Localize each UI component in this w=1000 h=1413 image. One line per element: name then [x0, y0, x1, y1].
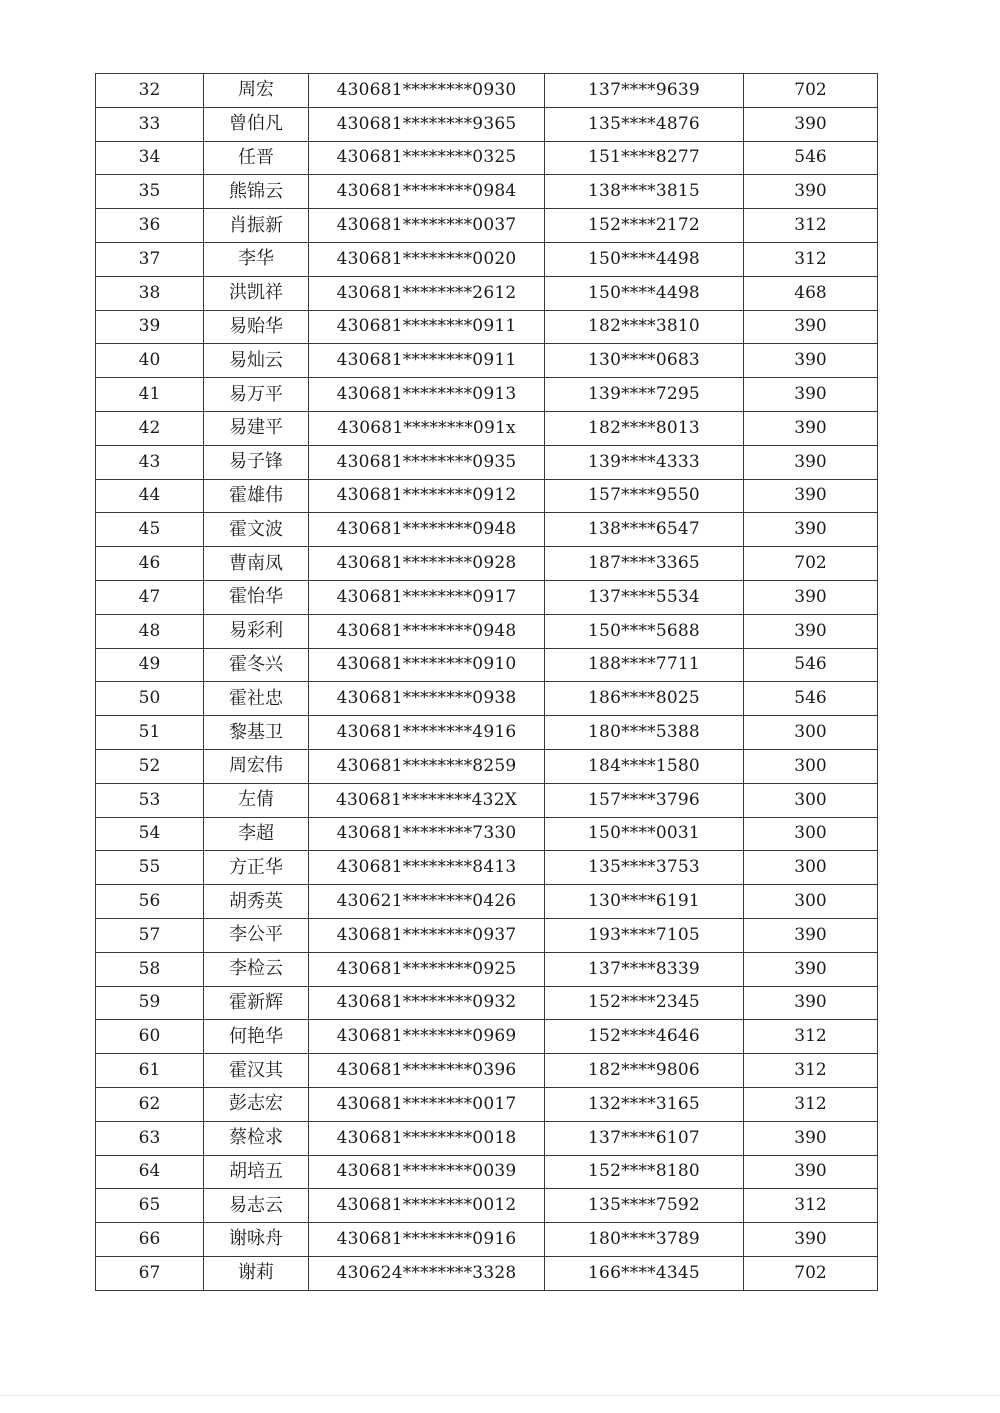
phone-number-cell: 150****4498	[545, 242, 744, 276]
person-name-cell: 霍雄伟	[204, 479, 309, 513]
person-name-cell: 方正华	[204, 851, 309, 885]
person-name-cell: 霍怡华	[204, 580, 309, 614]
amount-cell: 390	[744, 952, 878, 986]
person-name-cell: 霍汉其	[204, 1054, 309, 1088]
id-number-cell: 430681********7330	[309, 817, 545, 851]
row-number-cell: 45	[96, 513, 204, 547]
phone-number-cell: 139****7295	[545, 378, 744, 412]
row-number-cell: 64	[96, 1155, 204, 1189]
row-number-cell: 46	[96, 547, 204, 581]
row-number-cell: 63	[96, 1121, 204, 1155]
row-number-cell: 41	[96, 378, 204, 412]
row-number-cell: 67	[96, 1256, 204, 1290]
row-number-cell: 60	[96, 1020, 204, 1054]
phone-number-cell: 180****5388	[545, 716, 744, 750]
phone-number-cell: 187****3365	[545, 547, 744, 581]
table-row	[96, 614, 878, 648]
row-number-cell: 58	[96, 952, 204, 986]
id-number-cell: 430681********0948	[309, 513, 545, 547]
table-row	[96, 1189, 878, 1223]
id-number-cell: 430681********0039	[309, 1155, 545, 1189]
person-name-cell: 易子锋	[204, 445, 309, 479]
table-row	[96, 682, 878, 716]
row-number-cell: 37	[96, 242, 204, 276]
table-row	[96, 74, 878, 108]
phone-number-cell: 186****8025	[545, 682, 744, 716]
person-name-cell: 曹南凤	[204, 547, 309, 581]
person-name-cell: 李公平	[204, 918, 309, 952]
phone-number-cell: 180****3789	[545, 1223, 744, 1257]
id-number-cell: 430681********0911	[309, 310, 545, 344]
roster-table-body	[96, 74, 878, 1291]
person-name-cell: 易万平	[204, 378, 309, 412]
id-number-cell: 430681********0017	[309, 1087, 545, 1121]
id-number-cell: 430681********0012	[309, 1189, 545, 1223]
phone-number-cell: 137****9639	[545, 74, 744, 108]
id-number-cell: 430681********0396	[309, 1054, 545, 1088]
person-name-cell: 曾伯凡	[204, 107, 309, 141]
id-number-cell: 430681********2612	[309, 276, 545, 310]
amount-cell: 390	[744, 1155, 878, 1189]
table-row	[96, 1087, 878, 1121]
row-number-cell: 52	[96, 749, 204, 783]
table-row	[96, 749, 878, 783]
row-number-cell: 44	[96, 479, 204, 513]
phone-number-cell: 139****4333	[545, 445, 744, 479]
phone-number-cell: 152****4646	[545, 1020, 744, 1054]
person-name-cell: 易贻华	[204, 310, 309, 344]
id-number-cell: 430681********0913	[309, 378, 545, 412]
id-number-cell: 430681********8259	[309, 749, 545, 783]
row-number-cell: 42	[96, 411, 204, 445]
amount-cell: 390	[744, 580, 878, 614]
phone-number-cell: 135****3753	[545, 851, 744, 885]
id-number-cell: 430681********0928	[309, 547, 545, 581]
row-number-cell: 53	[96, 783, 204, 817]
table-row	[96, 885, 878, 919]
row-number-cell: 35	[96, 175, 204, 209]
row-number-cell: 34	[96, 141, 204, 175]
phone-number-cell: 138****3815	[545, 175, 744, 209]
amount-cell: 312	[744, 1087, 878, 1121]
amount-cell: 312	[744, 209, 878, 243]
table-row	[96, 952, 878, 986]
table-row	[96, 817, 878, 851]
row-number-cell: 40	[96, 344, 204, 378]
phone-number-cell: 130****0683	[545, 344, 744, 378]
person-name-cell: 李华	[204, 242, 309, 276]
roster-table	[95, 73, 878, 1291]
phone-number-cell: 137****5534	[545, 580, 744, 614]
amount-cell: 390	[744, 310, 878, 344]
person-name-cell: 谢咏舟	[204, 1223, 309, 1257]
person-name-cell: 霍冬兴	[204, 648, 309, 682]
phone-number-cell: 193****7105	[545, 918, 744, 952]
id-number-cell: 430681********0937	[309, 918, 545, 952]
person-name-cell: 胡秀英	[204, 885, 309, 919]
phone-number-cell: 150****0031	[545, 817, 744, 851]
person-name-cell: 易志云	[204, 1189, 309, 1223]
row-number-cell: 66	[96, 1223, 204, 1257]
person-name-cell: 任晋	[204, 141, 309, 175]
table-row	[96, 918, 878, 952]
id-number-cell: 430681********0930	[309, 74, 545, 108]
table-row	[96, 1256, 878, 1290]
row-number-cell: 62	[96, 1087, 204, 1121]
phone-number-cell: 157****9550	[545, 479, 744, 513]
amount-cell: 390	[744, 378, 878, 412]
phone-number-cell: 157****3796	[545, 783, 744, 817]
table-row	[96, 378, 878, 412]
amount-cell: 300	[744, 885, 878, 919]
person-name-cell: 李超	[204, 817, 309, 851]
table-row	[96, 716, 878, 750]
amount-cell: 702	[744, 74, 878, 108]
id-number-cell: 430681********0020	[309, 242, 545, 276]
row-number-cell: 61	[96, 1054, 204, 1088]
person-name-cell: 易建平	[204, 411, 309, 445]
amount-cell: 390	[744, 513, 878, 547]
id-number-cell: 430681********0912	[309, 479, 545, 513]
phone-number-cell: 150****5688	[545, 614, 744, 648]
amount-cell: 390	[744, 411, 878, 445]
id-number-cell: 430681********0910	[309, 648, 545, 682]
table-row	[96, 310, 878, 344]
phone-number-cell: 152****8180	[545, 1155, 744, 1189]
row-number-cell: 43	[96, 445, 204, 479]
phone-number-cell: 135****7592	[545, 1189, 744, 1223]
id-number-cell: 430681********0325	[309, 141, 545, 175]
table-row	[96, 344, 878, 378]
id-number-cell: 430681********0917	[309, 580, 545, 614]
id-number-cell: 430681********0932	[309, 986, 545, 1020]
amount-cell: 390	[744, 614, 878, 648]
id-number-cell: 430681********0916	[309, 1223, 545, 1257]
row-number-cell: 65	[96, 1189, 204, 1223]
amount-cell: 390	[744, 344, 878, 378]
row-number-cell: 54	[96, 817, 204, 851]
table-row	[96, 175, 878, 209]
person-name-cell: 谢莉	[204, 1256, 309, 1290]
person-name-cell: 周宏伟	[204, 749, 309, 783]
table-row	[96, 513, 878, 547]
phone-number-cell: 182****8013	[545, 411, 744, 445]
table-row	[96, 580, 878, 614]
id-number-cell: 430681********0969	[309, 1020, 545, 1054]
amount-cell: 546	[744, 648, 878, 682]
amount-cell: 312	[744, 242, 878, 276]
table-row	[96, 479, 878, 513]
table-row	[96, 648, 878, 682]
id-number-cell: 430681********0925	[309, 952, 545, 986]
id-number-cell: 430681********0935	[309, 445, 545, 479]
row-number-cell: 33	[96, 107, 204, 141]
id-number-cell: 430681********4916	[309, 716, 545, 750]
amount-cell: 390	[744, 175, 878, 209]
row-number-cell: 49	[96, 648, 204, 682]
person-name-cell: 易灿云	[204, 344, 309, 378]
person-name-cell: 何艳华	[204, 1020, 309, 1054]
table-row	[96, 1155, 878, 1189]
amount-cell: 390	[744, 1121, 878, 1155]
person-name-cell: 易彩利	[204, 614, 309, 648]
table-row	[96, 107, 878, 141]
amount-cell: 300	[744, 783, 878, 817]
phone-number-cell: 138****6547	[545, 513, 744, 547]
amount-cell: 300	[744, 749, 878, 783]
table-row	[96, 209, 878, 243]
amount-cell: 702	[744, 1256, 878, 1290]
person-name-cell: 彭志宏	[204, 1087, 309, 1121]
phone-number-cell: 152****2345	[545, 986, 744, 1020]
row-number-cell: 56	[96, 885, 204, 919]
person-name-cell: 周宏	[204, 74, 309, 108]
amount-cell: 312	[744, 1054, 878, 1088]
amount-cell: 300	[744, 817, 878, 851]
id-number-cell: 430681********0984	[309, 175, 545, 209]
person-name-cell: 熊锦云	[204, 175, 309, 209]
table-row	[96, 141, 878, 175]
id-number-cell: 430681********0938	[309, 682, 545, 716]
page-bottom-rule	[0, 1395, 1000, 1396]
amount-cell: 702	[744, 547, 878, 581]
row-number-cell: 50	[96, 682, 204, 716]
row-number-cell: 36	[96, 209, 204, 243]
table-row	[96, 986, 878, 1020]
row-number-cell: 59	[96, 986, 204, 1020]
phone-number-cell: 182****3810	[545, 310, 744, 344]
table-row	[96, 411, 878, 445]
amount-cell: 300	[744, 851, 878, 885]
phone-number-cell: 137****6107	[545, 1121, 744, 1155]
phone-number-cell: 130****6191	[545, 885, 744, 919]
amount-cell: 390	[744, 918, 878, 952]
row-number-cell: 51	[96, 716, 204, 750]
row-number-cell: 47	[96, 580, 204, 614]
person-name-cell: 左倩	[204, 783, 309, 817]
row-number-cell: 39	[96, 310, 204, 344]
person-name-cell: 霍文波	[204, 513, 309, 547]
id-number-cell: 430681********8413	[309, 851, 545, 885]
id-number-cell: 430681********0018	[309, 1121, 545, 1155]
id-number-cell: 430681********432X	[309, 783, 545, 817]
phone-number-cell: 152****2172	[545, 209, 744, 243]
row-number-cell: 57	[96, 918, 204, 952]
person-name-cell: 霍社忠	[204, 682, 309, 716]
person-name-cell: 黎基卫	[204, 716, 309, 750]
amount-cell: 390	[744, 986, 878, 1020]
row-number-cell: 38	[96, 276, 204, 310]
amount-cell: 300	[744, 716, 878, 750]
table-row	[96, 547, 878, 581]
phone-number-cell: 150****4498	[545, 276, 744, 310]
row-number-cell: 55	[96, 851, 204, 885]
id-number-cell: 430681********0911	[309, 344, 545, 378]
person-name-cell: 肖振新	[204, 209, 309, 243]
table-row	[96, 1121, 878, 1155]
row-number-cell: 32	[96, 74, 204, 108]
table-row	[96, 1054, 878, 1088]
phone-number-cell: 132****3165	[545, 1087, 744, 1121]
amount-cell: 312	[744, 1020, 878, 1054]
phone-number-cell: 166****4345	[545, 1256, 744, 1290]
phone-number-cell: 184****1580	[545, 749, 744, 783]
id-number-cell: 430681********0037	[309, 209, 545, 243]
table-row	[96, 1223, 878, 1257]
person-name-cell: 霍新辉	[204, 986, 309, 1020]
amount-cell: 468	[744, 276, 878, 310]
phone-number-cell: 151****8277	[545, 141, 744, 175]
table-row	[96, 851, 878, 885]
table-row	[96, 276, 878, 310]
phone-number-cell: 135****4876	[545, 107, 744, 141]
amount-cell: 312	[744, 1189, 878, 1223]
id-number-cell: 430681********091x	[309, 411, 545, 445]
amount-cell: 390	[744, 1223, 878, 1257]
id-number-cell: 430681********0948	[309, 614, 545, 648]
table-row	[96, 445, 878, 479]
id-number-cell: 430621********0426	[309, 885, 545, 919]
table-row	[96, 242, 878, 276]
amount-cell: 390	[744, 479, 878, 513]
table-row	[96, 1020, 878, 1054]
person-name-cell: 李检云	[204, 952, 309, 986]
id-number-cell: 430624********3328	[309, 1256, 545, 1290]
phone-number-cell: 182****9806	[545, 1054, 744, 1088]
person-name-cell: 胡培五	[204, 1155, 309, 1189]
person-name-cell: 洪凯祥	[204, 276, 309, 310]
id-number-cell: 430681********9365	[309, 107, 545, 141]
phone-number-cell: 137****8339	[545, 952, 744, 986]
amount-cell: 390	[744, 107, 878, 141]
person-name-cell: 蔡检求	[204, 1121, 309, 1155]
amount-cell: 546	[744, 141, 878, 175]
phone-number-cell: 188****7711	[545, 648, 744, 682]
row-number-cell: 48	[96, 614, 204, 648]
amount-cell: 390	[744, 445, 878, 479]
table-row	[96, 783, 878, 817]
amount-cell: 546	[744, 682, 878, 716]
